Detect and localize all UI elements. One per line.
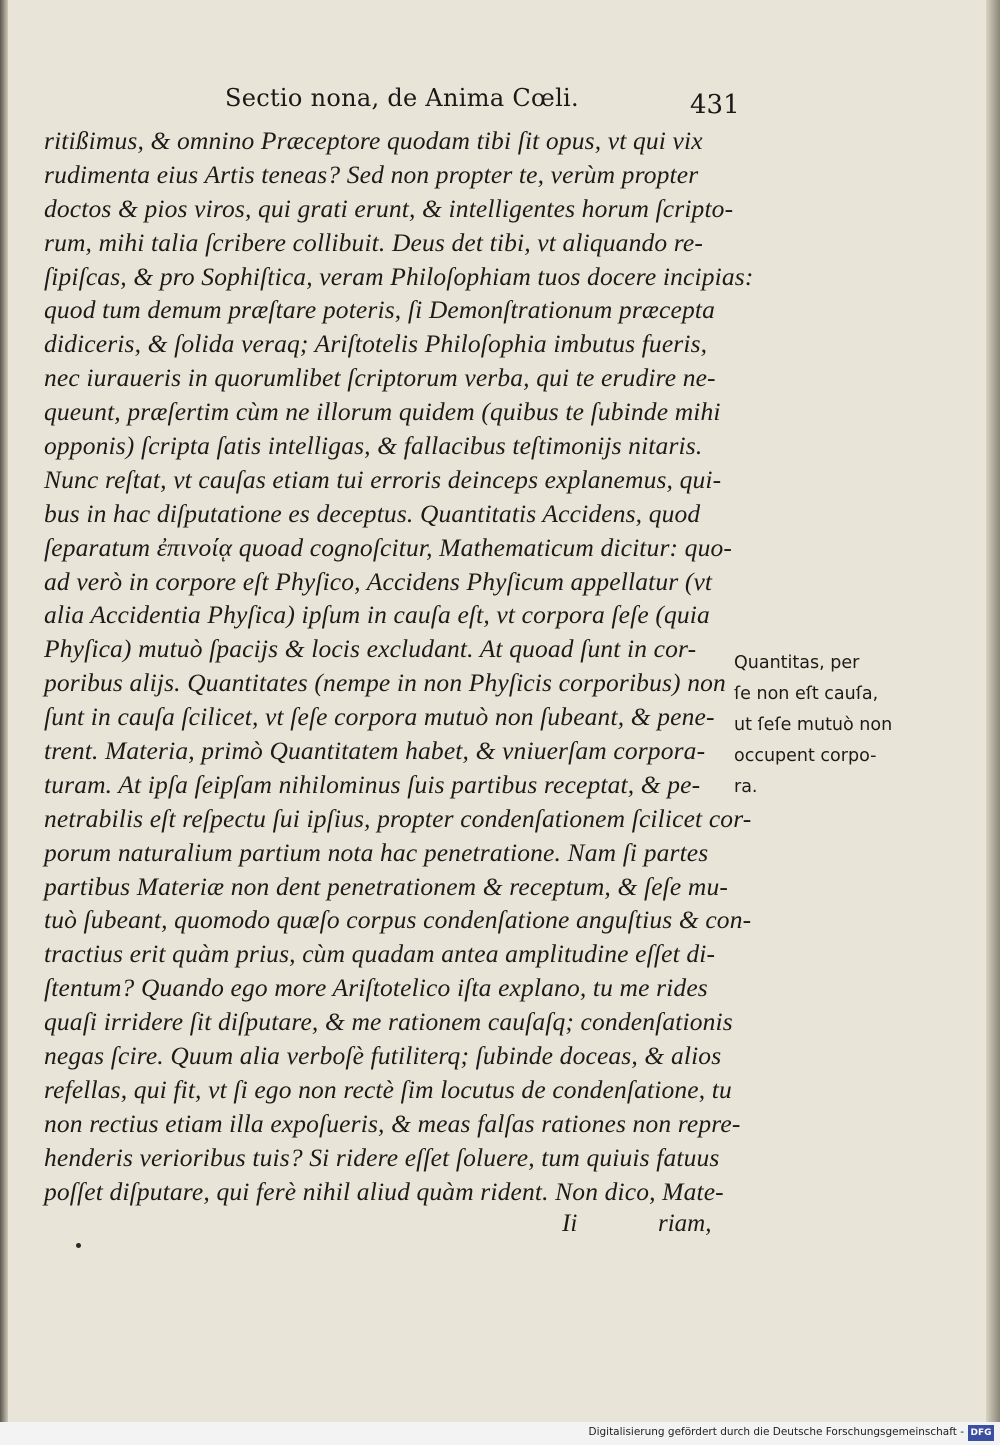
text-line: turam. At ipſa ſeipſam nihilominus ſuis partibus receptat, & pe-	[44, 769, 701, 799]
text-line: quaſi irridere ſit diſputare, & me rationem cauſaſq; condenſationis	[44, 1007, 733, 1037]
running-head	[0, 84, 1000, 124]
text-line: partibus Materiæ non dent penetrationem & receptum, & ſeſe mu-	[44, 871, 728, 901]
marginal-note-line: occupent corpo-	[734, 746, 877, 766]
text-line: non rectius etiam illa expoſueris, & meas falſas rationes non repre-	[44, 1108, 741, 1138]
ink-spot	[76, 1243, 81, 1248]
text-line: nec iuraueris in quorumlibet ſcriptorum verba, qui te erudire ne-	[44, 363, 716, 393]
text-line: ritißimus, & omnino Præceptore quodam tibi ſit opus, vt qui vix	[44, 126, 703, 155]
text-line: quod tum demum præſtare poteris, ſi Demonſtrationum præcepta	[44, 295, 716, 325]
marginal-note-line: ſe non eſt cauſa,	[734, 684, 879, 704]
text-line: trent. Materia, primò Quantitatem habet, & vniuerſam corpora-	[44, 736, 706, 766]
text-line: ſunt in cauſa ſcilicet, vt ſeſe corpora mutuò non ſubeant, & pene-	[44, 702, 715, 732]
text-line: ſtentum? Quando ego more Ariſtotelico iſta explano, tu me rides	[44, 973, 708, 1003]
text-line: Phyſica) mutuò ſpacijs & locis excludant. At quoad ſunt in cor-	[44, 634, 697, 664]
running-title: Sectio nona, de Anima Cœli.	[225, 84, 579, 112]
text-line: porum naturalium partium nota hac penetratione. Nam ſi partes	[44, 837, 709, 867]
text-line: rum, mihi talia ſcribere collibuit. Deus det tibi, vt aliquando re-	[44, 227, 704, 257]
marginal-note-line: Quantitas, per	[734, 653, 860, 673]
text-line: rudimenta eius Artis teneas? Sed non propter te, verùm propter	[44, 159, 699, 189]
body-text	[44, 124, 754, 1209]
text-line: Nunc reſtat, vt cauſas etiam tui erroris deinceps explanemus, qui-	[44, 464, 722, 494]
dfg-logo: DFG	[968, 1425, 994, 1441]
text-line: ſeparatum ἐπινοίᾳ quoad cognoſcitur, Mathematicum dicitur: quo-	[44, 532, 733, 562]
marginal-note-line: ut ſeſe mutuò non	[734, 715, 893, 735]
text-line: queunt, præſertim cùm ne illorum quidem (quibus te ſubinde mihi	[44, 397, 721, 427]
text-line: negas ſcire. Quum alia verboſè futiliterq; ſubinde doceas, & alios	[44, 1041, 722, 1071]
marginal-note-line: ra.	[734, 777, 758, 797]
text-line: ad verò in corpore eſt Phyſico, Accidens Phyſicum appellatur (vt	[44, 566, 713, 596]
page-binding-shadow	[0, 0, 8, 1422]
text-line: ſipiſcas, & pro Sophiſtica, veram Philoſophiam tuos docere incipias:	[44, 261, 754, 291]
footer-credit: Digitalisierung gefördert durch die Deutsche Forschungsgemeinschaft -	[588, 1426, 964, 1438]
text-line: bus in hac diſputatione es deceptus. Quantitatis Accidens, quod	[44, 498, 701, 528]
text-line: tractius erit quàm prius, cùm quadam antea amplitudine eſſet di-	[44, 939, 716, 969]
text-line: doctos & pios viros, qui grati erunt, & intelligentes horum ſcripto-	[44, 193, 734, 223]
text-line: tuò ſubeant, quomodo quæſo corpus condenſatione anguſtius & con-	[44, 905, 752, 935]
text-line: poſſet diſputare, qui ferè nihil aliud quàm rident. Non dico, Mate-	[44, 1176, 724, 1206]
footer-bar	[0, 1422, 1000, 1445]
catchword: riam,	[658, 1210, 712, 1237]
text-line: poribus alijs. Quantitates (nempe in non Phyſicis corporibus) non	[44, 668, 726, 698]
text-line: alia Accidentia Phyſica) ipſum in cauſa eſt, vt corpora ſeſe (quia	[44, 600, 710, 630]
text-line: opponis) ſcripta ſatis intelligas, & fallacibus teſtimonijs nitaris.	[44, 431, 703, 461]
marginal-note	[734, 648, 909, 803]
page-number: 431	[690, 90, 740, 120]
text-line: henderis verioribus tuis? Si ridere eſſet ſoluere, tum quiuis fatuus	[44, 1142, 720, 1172]
page-edge-shadow	[986, 0, 1000, 1422]
text-line: refellas, qui fit, vt ſi ego non rectè ſim locutus de condenſatione, tu	[44, 1074, 732, 1104]
text-line: netrabilis eſt reſpectu ſui ipſius, propter condenſationem ſcilicet cor-	[44, 803, 752, 833]
signature-mark: Ii	[562, 1210, 578, 1237]
catchword-row	[0, 1210, 1000, 1244]
text-line: didiceris, & ſolida veraq; Ariſtotelis Philoſophia imbutus fueris,	[44, 329, 708, 359]
